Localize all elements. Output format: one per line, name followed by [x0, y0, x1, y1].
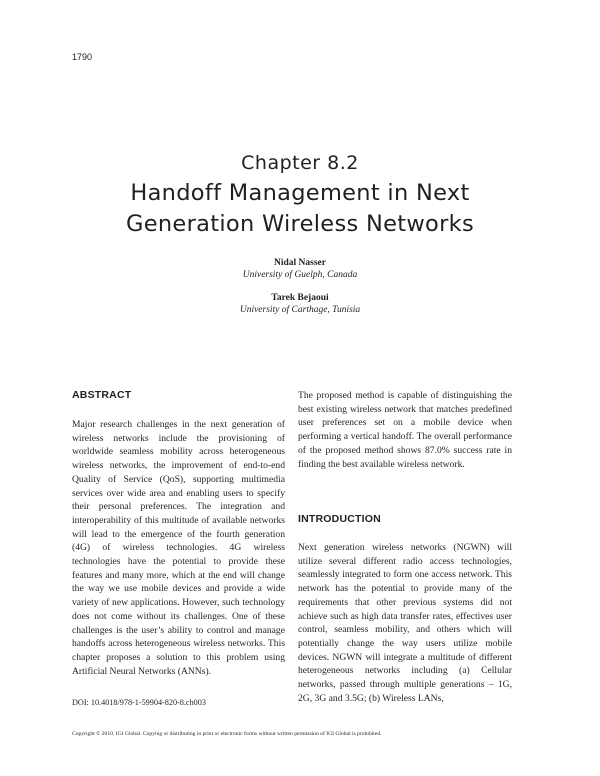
chapter-title [60, 178, 540, 240]
author-affiliation: University of Carthage, Tunisia [239, 305, 361, 315]
page-number: 1790 [72, 52, 93, 62]
title-line-2: Generation Wireless Networks [125, 211, 475, 237]
abstract-text: Major research challenges in the next generation of wireless networks include the provisioning of worldwide seamless mobility across heterogeneous wireless networks, the improvement of end-to-end Quality of Service (QoS), supporting multimedia services over wide area and enabling users to specify their personal preferences. The integration and interoperability of this multitude of available networks will lead to the emergence of the fourth generation (4G) of wireless technologies. 4G wireless technologies have the potential to provide these features and many more, which at the end will change the way we use mobile devices and provide a wide variety of new applications. However, such technology does not come without its challenges. One of these challenges is the user’s ability to control and manage handoffs across heterogeneous wireless networks. This chapter proposes a solution to this problem using Artificial Neural Networks (ANNs). [72, 419, 285, 677]
author-name: Nidal Nasser [274, 258, 326, 268]
introduction-heading: INTRODUCTION [298, 513, 381, 525]
title-line-1: Handoff Management in Next [130, 180, 470, 206]
doi: DOI: 10.4018/978-1-59904-820-8.ch003 [72, 698, 206, 707]
chapter-label: Chapter 8.2 [241, 152, 359, 174]
abstract-continued: The proposed method is capable of distinguishing the best existing wireless network that matches predefined user preferences set on a mobile device when performing a vertical handoff. The overall performance of the proposed method shows 87.0% success rate in finding the best available wireless network. [298, 390, 512, 470]
author-name: Tarek Bejaoui [271, 293, 329, 303]
author-affiliation: University of Guelph, Canada [242, 270, 358, 280]
abstract-heading: ABSTRACT [72, 389, 132, 401]
author-2 [0, 292, 600, 316]
author-1 [0, 257, 600, 281]
introduction-text: Next generation wireless networks (NGWN) will utilize several different radio access technologies, seamlessly integrated to form one access network. This network has the potential to provide many of the requirements that other previous systems did not achieve such as high data transfer rates, effectives user control, seamless mobility, and others which will potentially change the way users utilize mobile devices. NGWN will integrate a multitude of different heterogeneous networks including (a) Cellular networks, passed through multiple generations – 1G, 2G, 3G and 3.5G; (b) Wireless LANs, [298, 542, 512, 704]
copyright: Copyright © 2010, IGI Global. Copying or distributing in print or electronic forms without written permission of IGI Global is prohibited. [72, 731, 382, 737]
